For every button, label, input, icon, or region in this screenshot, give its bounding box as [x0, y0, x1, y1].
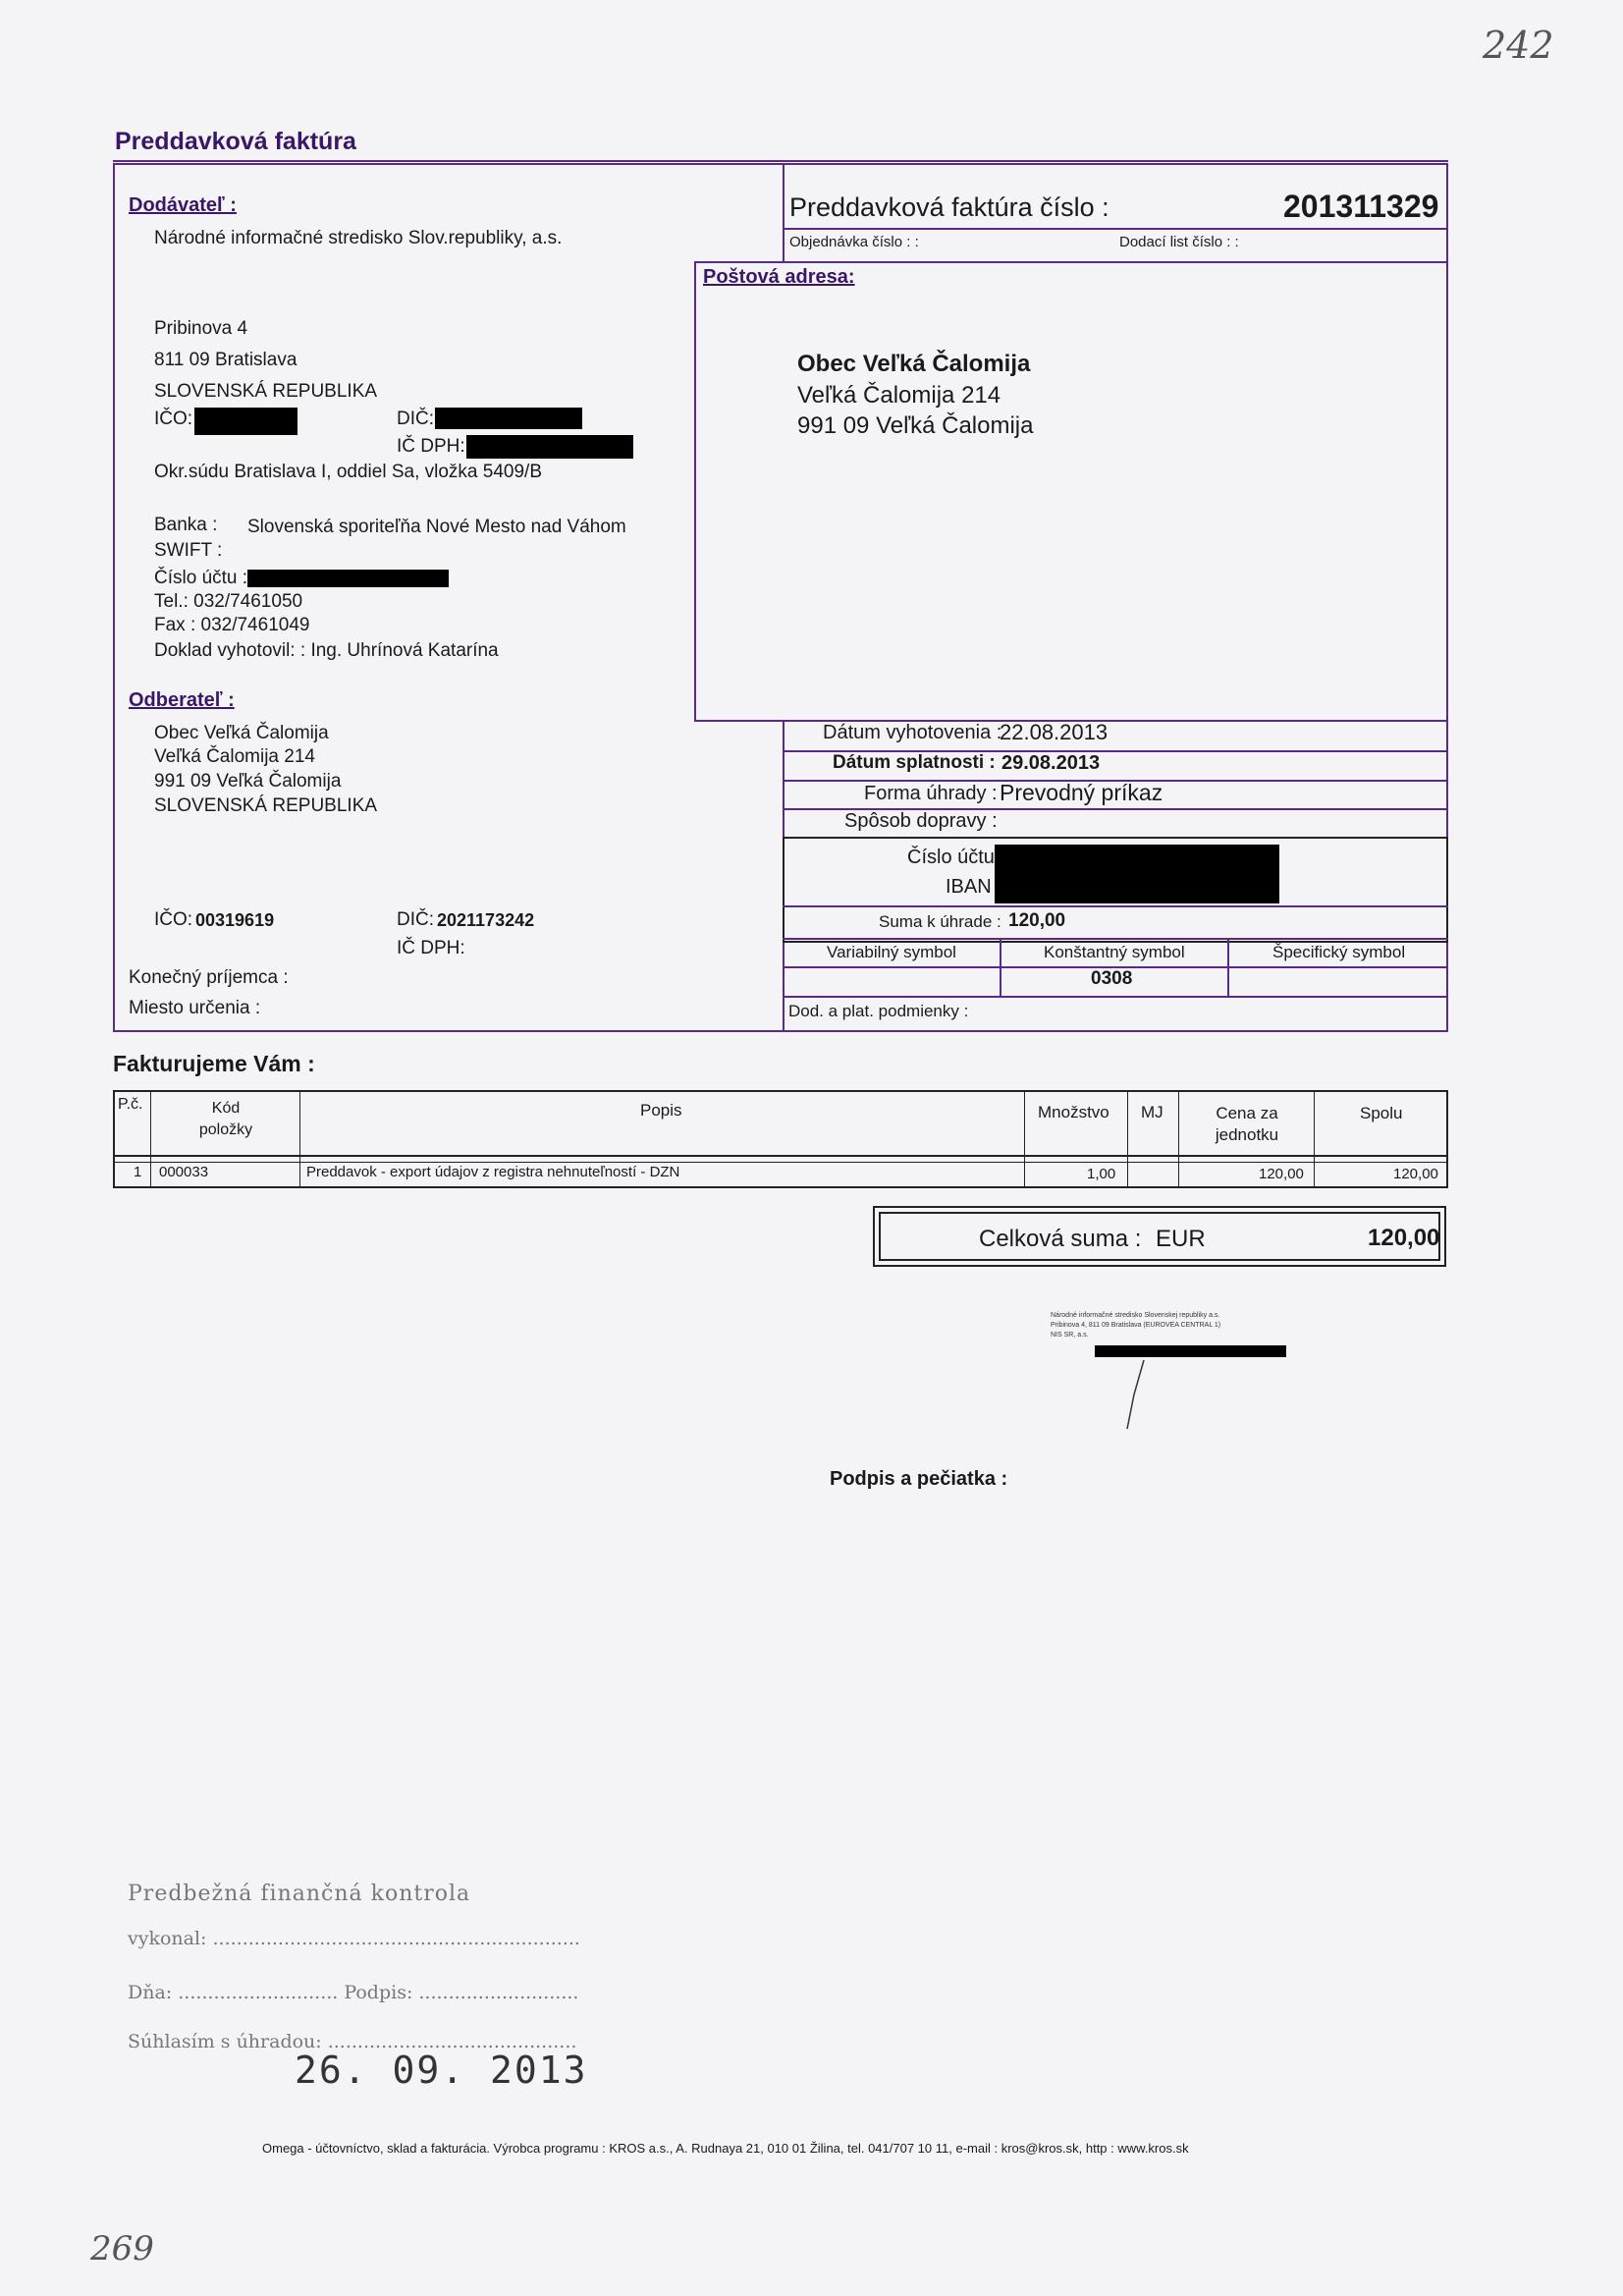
redaction [194, 408, 298, 435]
payment-method: Prevodný príkaz [1000, 780, 1163, 805]
redaction [247, 570, 449, 587]
final-recipient-label: Konečný príjemca : [129, 967, 289, 988]
divider [783, 228, 1448, 230]
col-pc: P.č. [118, 1096, 143, 1113]
order-label: Objednávka číslo : : [789, 234, 919, 250]
row-code: 000033 [159, 1164, 209, 1180]
control-agree: Súhlasím s úhradou: .......................................... [128, 2031, 577, 2052]
issued-by: Doklad vyhotovil: : Ing. Uhrínová Katarína [154, 640, 499, 661]
footer: Omega - účtovníctvo, sklad a fakturácia. Výrobca programu : KROS a.s., A. Rudnaya 21, 010 01 Žilina, tel. 041/707 10 11, e-mail : kros@kros.sk, http : www.kros.sk [262, 2141, 1189, 2156]
handwritten-number-bottom: 269 [90, 2229, 154, 2269]
handwritten-page-number: 242 [1483, 24, 1554, 67]
due-date: 29.08.2013 [1001, 752, 1101, 774]
bank-label: Banka : [154, 515, 218, 535]
divider [694, 261, 1448, 263]
row-price: 120,00 [1259, 1166, 1304, 1182]
page-title: Preddavková faktúra [115, 128, 356, 155]
control-title: Predbežná finančná kontrola [128, 1882, 471, 1906]
divider [783, 905, 1448, 907]
customer-street: Veľká Čalomija 214 [154, 746, 315, 767]
customer-icdph-label: IČ DPH: [397, 938, 465, 958]
amount-due: 120,00 [1008, 910, 1066, 931]
customer-ico-label: IČO: [154, 909, 193, 930]
destination-label: Miesto určenia : [129, 998, 261, 1018]
tel: Tel.: 032/7461050 [154, 591, 303, 612]
postal-street: Veľká Čalomija 214 [797, 382, 1001, 409]
items-heading: Fakturujeme Vám : [113, 1051, 315, 1076]
col-price: Cena za jednotku [1215, 1104, 1279, 1144]
transport-label: Spôsob dopravy : [844, 810, 998, 832]
divider [694, 261, 696, 721]
stamp-line-3: NIS SR, a.s. [1051, 1332, 1089, 1339]
account-label: Číslo účtu : [154, 568, 248, 588]
title-underline [113, 160, 1448, 162]
delivery-label: Dodací list číslo : : [1119, 234, 1239, 250]
row-total: 120,00 [1393, 1166, 1438, 1182]
postal-name: Obec Veľká Čalomija [797, 351, 1031, 377]
row-desc: Preddavok - export údajov z registra nehnuteľností - DZN [306, 1164, 680, 1180]
customer-city: 991 09 Veľká Čalomija [154, 771, 342, 792]
amount-due-label: Suma k úhrade : [879, 912, 1001, 931]
customer-ico: 00319619 [195, 910, 275, 930]
supplier-street: Pribinova 4 [154, 318, 248, 339]
due-date-label: Dátum splatnosti : [833, 752, 996, 773]
col-total: Spolu [1360, 1104, 1403, 1122]
signature-label: Podpis a pečiatka : [830, 1468, 1008, 1490]
stamp-line-1: Národné informačné stredisko Slovenskej republiky a.s. [1051, 1312, 1220, 1319]
redaction [466, 435, 633, 459]
customer-heading: Odberateľ : [129, 689, 235, 711]
col-desc: Popis [640, 1101, 682, 1120]
iban-label: IBAN [946, 876, 992, 898]
customer-country: SLOVENSKÁ REPUBLIKA [154, 795, 378, 816]
col-qty: Množstvo [1038, 1103, 1109, 1121]
swift-label: SWIFT : [154, 540, 223, 561]
control-date-sign: Dňa: ........................... Podpis: ........................... [128, 1982, 579, 2003]
supplier-name: Národné informačné stredisko Slov.republiky, a.s. [154, 228, 563, 248]
supplier-court: Okr.súdu Bratislava I, oddiel Sa, vložka 5409/B [154, 462, 542, 482]
customer-name: Obec Veľká Čalomija [154, 723, 329, 743]
customer-dic-label: DIČ: [397, 909, 434, 930]
stamp-line-2: Pribinova 4, 811 09 Bratislava (EUROVEA CENTRAL 1) [1051, 1322, 1221, 1329]
bank-name: Slovenská sporiteľňa Nové Mesto nad Váhom [247, 517, 626, 537]
divider [783, 938, 1448, 940]
row-pc: 1 [134, 1164, 142, 1180]
supplier-city: 811 09 Bratislava [154, 350, 298, 370]
supplier-ico-label: IČO: [154, 409, 193, 429]
supplier-icdph-label: IČ DPH: [397, 436, 465, 457]
issue-date-label: Dátum vyhotovenia : [823, 722, 1002, 743]
row-qty: 1,00 [1087, 1166, 1116, 1182]
total-value: 120,00 [1368, 1225, 1440, 1251]
control-stamp-date: 26. 09. 2013 [295, 2049, 588, 2092]
specific-symbol-label: Špecifický symbol [1272, 943, 1406, 961]
issue-date: 22.08.2013 [1000, 720, 1109, 744]
col-unit: MJ [1141, 1103, 1163, 1121]
postal-city: 991 09 Veľká Čalomija [797, 412, 1034, 439]
terms-label: Dod. a plat. podmienky : [788, 1002, 969, 1020]
divider [783, 163, 784, 261]
signature-scribble [1100, 1355, 1159, 1434]
invoice-number: 201311329 [1283, 189, 1439, 224]
control-performed: vykonal: .............................................................. [128, 1928, 580, 1949]
payment-method-label: Forma úhrady : [864, 783, 998, 804]
redaction [995, 845, 1279, 903]
variable-symbol-label: Variabilný symbol [827, 943, 956, 961]
redaction [435, 408, 582, 429]
invoice-number-label: Preddavková faktúra číslo : [789, 192, 1109, 222]
supplier-heading: Dodávateľ : [129, 194, 237, 216]
supplier-country: SLOVENSKÁ REPUBLIKA [154, 381, 378, 402]
divider [783, 996, 1448, 998]
constant-symbol-label: Konštantný symbol [1044, 943, 1185, 961]
supplier-dic-label: DIČ: [397, 409, 434, 429]
total-label: Celková suma : [979, 1226, 1142, 1252]
fax: Fax : 032/7461049 [154, 615, 310, 635]
constant-symbol: 0308 [1091, 968, 1133, 989]
customer-dic: 2021173242 [437, 910, 535, 930]
account-no-label: Číslo účtu [907, 847, 995, 868]
total-currency: EUR [1156, 1226, 1206, 1252]
postal-heading: Poštová adresa: [703, 266, 855, 288]
col-code: Kód položky [198, 1100, 253, 1138]
